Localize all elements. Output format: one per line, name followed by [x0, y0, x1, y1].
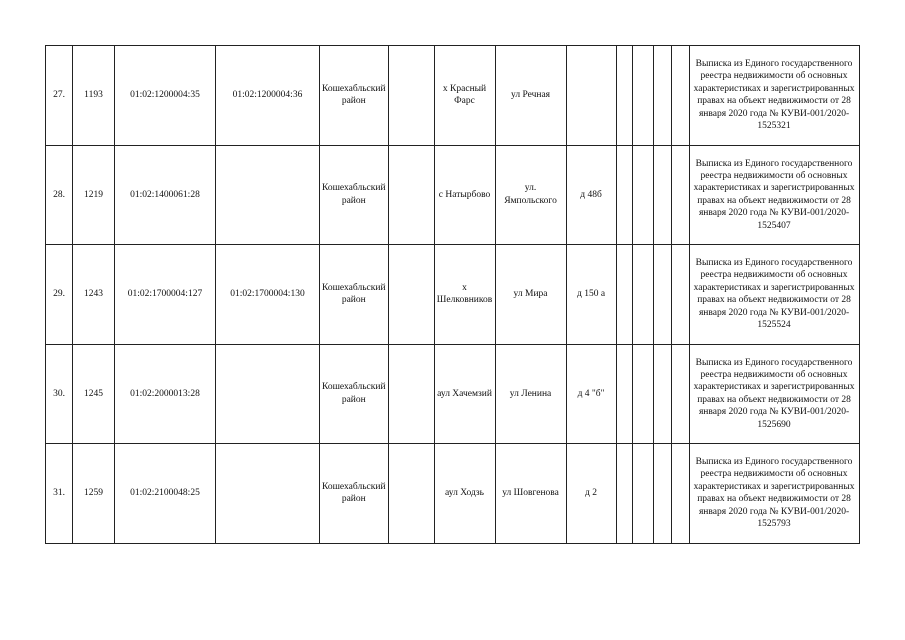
empty-cell	[632, 245, 653, 345]
cadastral-number: 01:02:2000013:28	[115, 344, 216, 444]
document-reference: Выписка из Единого государственного реестра недвижимости об основных характеристиках и зарегистрированных правах на объект недвижимости от 28 января 2020 года № КУВИ-001/2020-1525407	[689, 145, 859, 245]
street-cell: ул Ленина	[495, 344, 566, 444]
empty-cell	[616, 46, 632, 146]
table-row	[46, 344, 860, 444]
locality-cell: аул Хачемзий	[434, 344, 495, 444]
house-cell: д 150 а	[566, 245, 616, 345]
empty-cell	[653, 444, 671, 544]
parent-cadastral-number: 01:02:1200004:36	[216, 46, 320, 146]
empty-cell	[653, 344, 671, 444]
empty-cell	[616, 344, 632, 444]
empty-cell	[632, 344, 653, 444]
table-row	[46, 245, 860, 345]
district-cell: Кошехабльский район	[320, 145, 389, 245]
locality-cell: с Натырбово	[434, 145, 495, 245]
district-cell: Кошехабльский район	[320, 245, 389, 345]
registry-id: 1193	[73, 46, 115, 146]
empty-cell	[653, 46, 671, 146]
street-cell: ул Шовгенова	[495, 444, 566, 544]
registry-id: 1219	[73, 145, 115, 245]
locality-cell: х Красный Фарс	[434, 46, 495, 146]
row-number: 28.	[46, 145, 73, 245]
empty-cell	[388, 344, 434, 444]
document-reference: Выписка из Единого государственного реестра недвижимости об основных характеристиках и зарегистрированных правах на объект недвижимости от 28 января 2020 года № КУВИ-001/2020-1525690	[689, 344, 859, 444]
empty-cell	[671, 245, 689, 345]
empty-cell	[616, 245, 632, 345]
empty-cell	[653, 245, 671, 345]
empty-cell	[671, 145, 689, 245]
table-row	[46, 46, 860, 146]
empty-cell	[388, 145, 434, 245]
empty-cell	[616, 444, 632, 544]
house-cell: д 2	[566, 444, 616, 544]
table-row	[46, 444, 860, 544]
parent-cadastral-number	[216, 444, 320, 544]
cadastral-number: 01:02:2100048:25	[115, 444, 216, 544]
row-number: 29.	[46, 245, 73, 345]
street-cell: ул Речная	[495, 46, 566, 146]
empty-cell	[653, 145, 671, 245]
property-registry-table	[45, 45, 860, 544]
registry-id: 1243	[73, 245, 115, 345]
row-number: 27.	[46, 46, 73, 146]
cadastral-number: 01:02:1200004:35	[115, 46, 216, 146]
district-cell: Кошехабльский район	[320, 344, 389, 444]
empty-cell	[632, 46, 653, 146]
cadastral-number: 01:02:1400061:28	[115, 145, 216, 245]
locality-cell: аул Ходзь	[434, 444, 495, 544]
empty-cell	[388, 444, 434, 544]
empty-cell	[616, 145, 632, 245]
row-number: 30.	[46, 344, 73, 444]
registry-id: 1245	[73, 344, 115, 444]
empty-cell	[671, 344, 689, 444]
parent-cadastral-number	[216, 145, 320, 245]
table-row	[46, 145, 860, 245]
empty-cell	[632, 444, 653, 544]
district-cell: Кошехабльский район	[320, 46, 389, 146]
empty-cell	[632, 145, 653, 245]
empty-cell	[671, 444, 689, 544]
house-cell: д 48б	[566, 145, 616, 245]
document-reference: Выписка из Единого государственного реестра недвижимости об основных характеристиках и зарегистрированных правах на объект недвижимости от 28 января 2020 года № КУВИ-001/2020-1525524	[689, 245, 859, 345]
parent-cadastral-number	[216, 344, 320, 444]
street-cell: ул. Ямпольского	[495, 145, 566, 245]
row-number: 31.	[46, 444, 73, 544]
cadastral-number: 01:02:1700004:127	[115, 245, 216, 345]
empty-cell	[388, 245, 434, 345]
house-cell	[566, 46, 616, 146]
empty-cell	[671, 46, 689, 146]
parent-cadastral-number: 01:02:1700004:130	[216, 245, 320, 345]
district-cell: Кошехабльский район	[320, 444, 389, 544]
locality-cell: х Шелковников	[434, 245, 495, 345]
registry-id: 1259	[73, 444, 115, 544]
street-cell: ул Мира	[495, 245, 566, 345]
empty-cell	[388, 46, 434, 146]
house-cell: д 4 "б"	[566, 344, 616, 444]
document-reference: Выписка из Единого государственного реестра недвижимости об основных характеристиках и зарегистрированных правах на объект недвижимости от 28 января 2020 года № КУВИ-001/2020-1525793	[689, 444, 859, 544]
document-reference: Выписка из Единого государственного реестра недвижимости об основных характеристиках и зарегистрированных правах на объект недвижимости от 28 января 2020 года № КУВИ-001/2020-1525321	[689, 46, 859, 146]
